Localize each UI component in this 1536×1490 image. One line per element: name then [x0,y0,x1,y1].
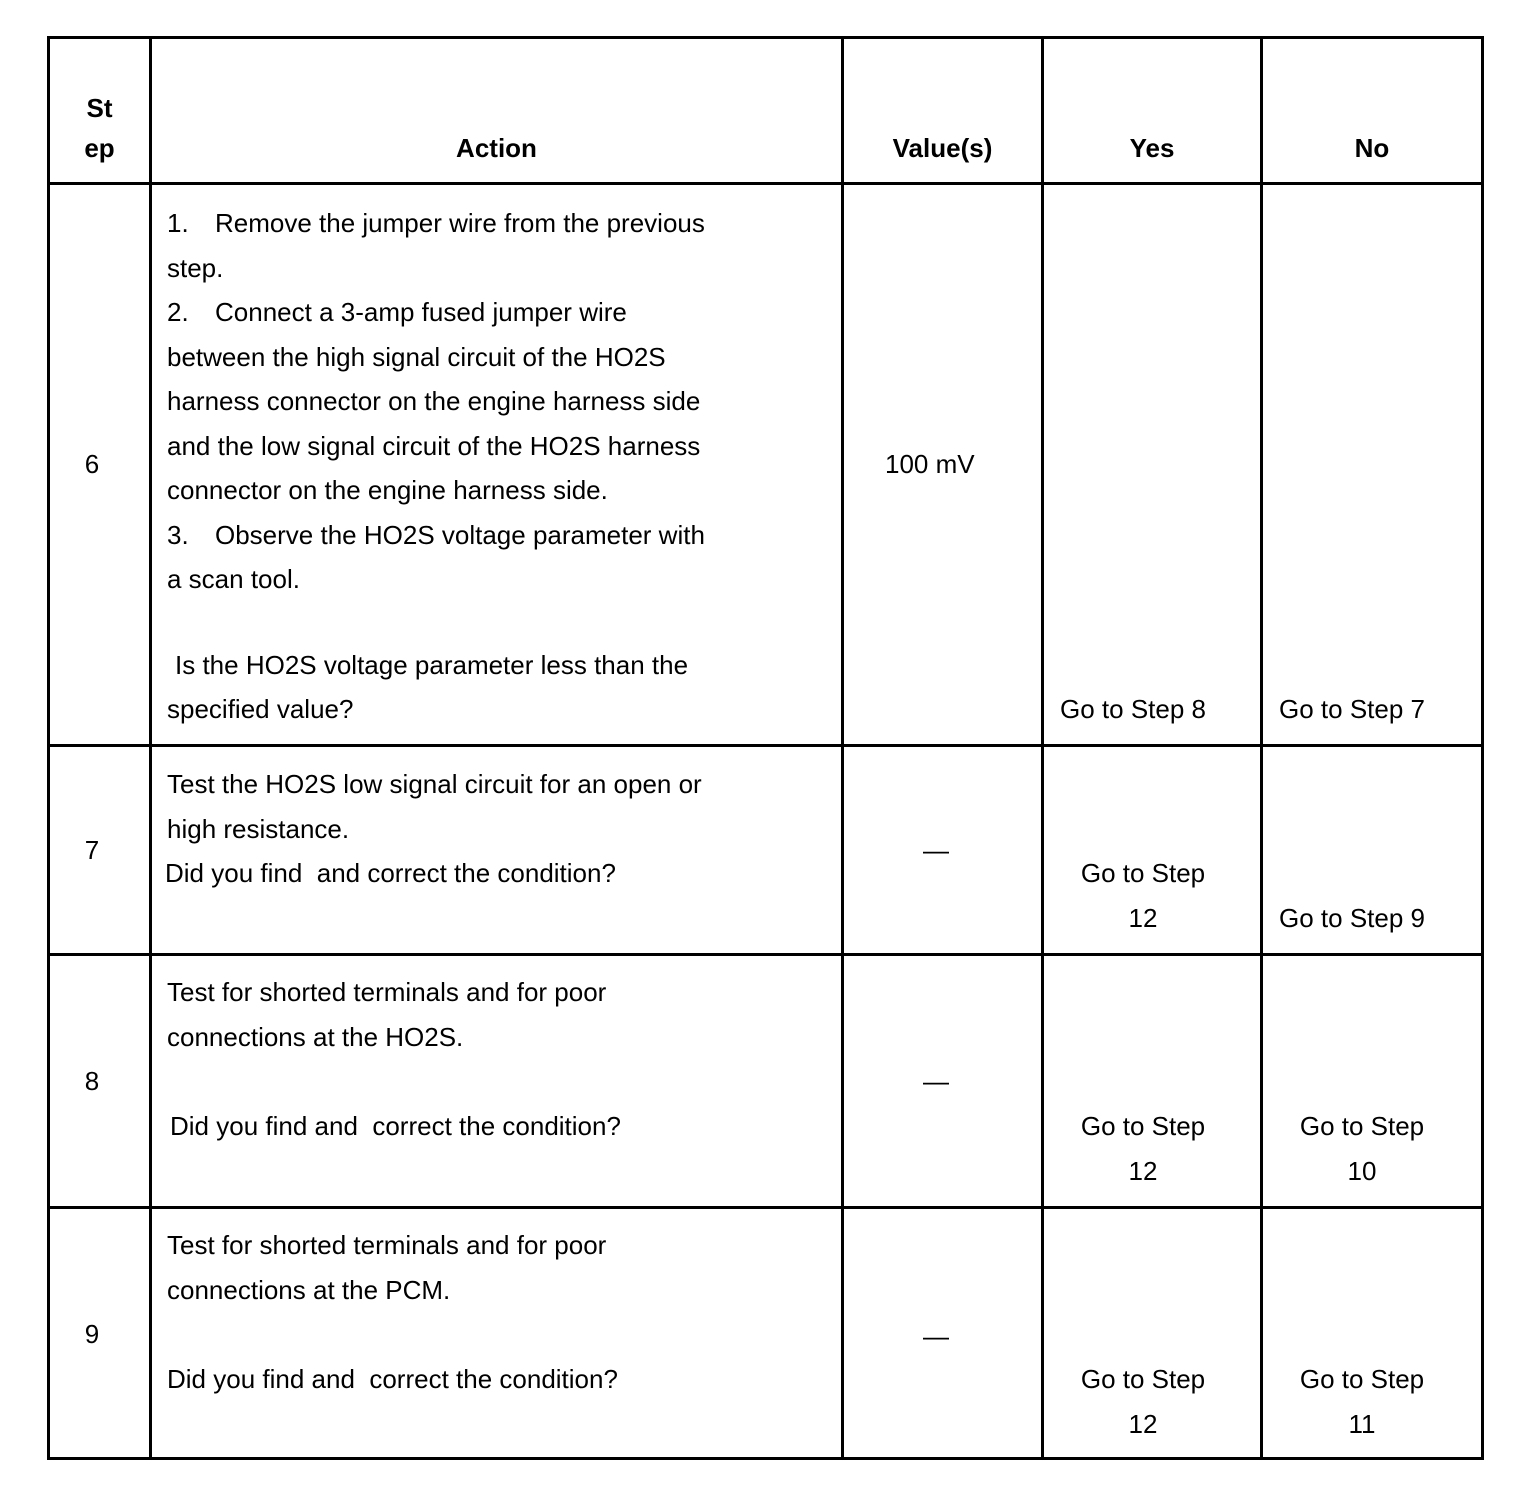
step-number: 6 [84,449,100,479]
header-step-line1: St [86,93,113,123]
step-number: 9 [84,1319,100,1349]
item-text: Connect a 3-amp fused jumper wire [215,297,627,327]
yes-cell: Go to Step 12 [1080,1364,1206,1439]
item-continuation: a scan tool. [167,564,300,594]
action-cell [167,1223,767,1402]
header-no: No [1354,133,1390,163]
table-border-top [47,36,1484,39]
value-cell: — [923,1321,949,1351]
list-item [167,290,767,335]
value-cell: — [923,835,949,865]
column-divider [149,36,152,1460]
item-number: 2. [167,297,189,327]
action-cell [167,762,767,896]
row-divider [47,1206,1484,1209]
header-step [50,88,149,168]
yes-cell: Go to Step 12 [1080,1111,1206,1186]
table-border-left [47,36,50,1460]
item-number: 1. [167,208,189,238]
list-item [167,201,767,246]
question-text: Did you find and correct the condition? [165,858,616,888]
action-text: Test the HO2S low signal circuit for an open or high resistance. [167,769,702,844]
table-border-bottom [47,1457,1484,1460]
item-continuation: between the high signal circuit of the HO2S harness connector on the engine harness side and the low signal circuit of the HO2S harness connector on the engine harness side. [167,341,701,505]
column-divider [1041,36,1044,1460]
action-cell [167,970,767,1149]
header-action: Action [456,133,537,163]
question-text: Did you find and correct the condition? [170,1111,621,1141]
column-divider [841,36,844,1460]
step-number: 7 [84,835,100,865]
no-cell: Go to Step 11 [1299,1364,1425,1439]
header-divider [47,182,1484,185]
question-text: Is the HO2S voltage parameter less than the specified value? [167,649,689,724]
item-continuation: step. [167,252,224,283]
item-text: Remove the jumper wire from the previous [215,208,705,238]
question-text: Did you find and correct the condition? [167,1364,618,1394]
action-text: Test for shorted terminals and for poor connections at the PCM. [167,1230,607,1305]
item-text: Observe the HO2S voltage parameter with [215,519,705,550]
item-number: 3. [167,519,189,550]
table-border-right [1481,36,1484,1460]
yes-cell: Go to Step 8 [1060,694,1206,724]
step-number: 8 [84,1066,100,1096]
value-cell: 100 mV [885,449,975,479]
row-divider [47,953,1484,956]
list-item [167,513,767,558]
header-values: Value(s) [892,133,993,163]
header-step-line2: ep [84,133,115,163]
action-cell [167,201,767,732]
yes-cell: Go to Step 12 [1080,858,1206,933]
value-cell: — [923,1066,949,1096]
diagnostic-table [47,36,1484,1460]
no-cell: Go to Step 9 [1279,903,1425,933]
action-text: Test for shorted terminals and for poor connections at the HO2S. [167,977,607,1052]
row-divider [47,744,1484,747]
no-cell: Go to Step 10 [1299,1111,1425,1186]
header-yes: Yes [1129,133,1175,163]
no-cell: Go to Step 7 [1279,694,1425,724]
column-divider [1260,36,1263,1460]
